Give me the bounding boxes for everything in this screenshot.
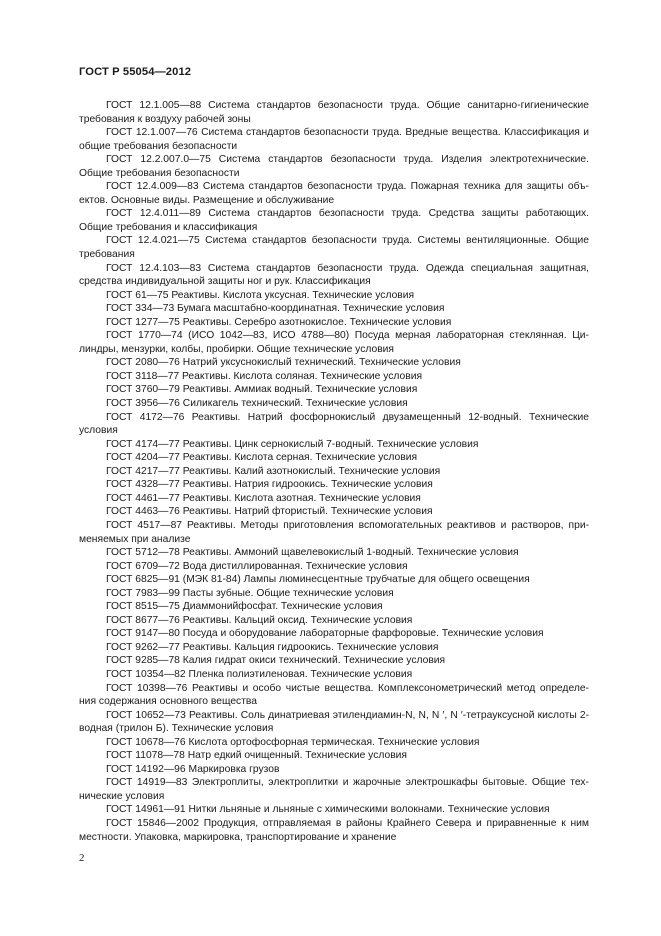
reference-item: ГОСТ 4204—77 Реактивы. Кислота серная. Технические условия	[106, 452, 418, 464]
page-number: 2	[79, 852, 85, 864]
reference-item: ГОСТ 1770—74 (ИСО 1042—83, ИСО 4788—80) Посуда мерная лабораторная стеклянная. Ци-линдры, мензурки, колбы, пробирки. Общие технические условия	[79, 330, 589, 355]
reference-item: ГОСТ 6825—91 (МЭК 81-84) Лампы люминесцентные трубчатые для общего освещения	[106, 574, 530, 586]
reference-item: ГОСТ 14961—91 Нитки льняные и льняные с химическими волокнами. Технические условия	[106, 804, 550, 816]
reference-item: ГОСТ 1277—75 Реактивы. Серебро азотнокислое. Технические условия	[106, 316, 452, 328]
reference-item: ГОСТ 4461—77 Реактивы. Кислота азотная. Технические условия	[106, 492, 421, 504]
reference-item: ГОСТ 12.2.007.0—75 Система стандартов безопасности труда. Изделия электротехнические. Общие требования безопасности	[79, 154, 589, 179]
reference-item: ГОСТ 11078—78 Натр едкий очищенный. Технические условия	[106, 750, 408, 762]
reference-item: ГОСТ 15846—2002 Продукция, отправляемая в районы Крайнего Севера и приравненные к ним местности. Упаковка, маркировка, транспортирование и хранение	[79, 817, 589, 843]
reference-item: ГОСТ 5712—78 Реактивы. Аммоний щавелевокислый 1-водный. Технические условия	[106, 547, 519, 559]
reference-item: ГОСТ 10678—76 Кислота ортофосфорная термическая. Технические условия	[106, 736, 480, 748]
reference-item: ГОСТ 61—75 Реактивы. Кислота уксусная. Технические условия	[106, 289, 415, 301]
reference-item: ГОСТ 4172—76 Реактивы. Натрий фосфорнокислый двузамещенный 12-водный. Технические условия	[79, 411, 589, 437]
reference-item: ГОСТ 334—73 Бумага масштабно-координатная. Технические условия	[106, 303, 445, 315]
reference-item: ГОСТ 12.1.005—88 Система стандартов безопасности труда. Общие санитарно-гигиенические требования к воздуху рабочей зоны	[79, 100, 589, 125]
normative-references-list	[79, 99, 589, 844]
reference-item: ГОСТ 10398—76 Реактивы и особо чистые вещества. Комплексонометрический метод определе-ния содержания основного вещества	[79, 682, 589, 708]
reference-item: ГОСТ 12.4.011—89 Система стандартов безопасности труда. Средства защиты работающих. Общие требования и классификация	[79, 208, 589, 233]
reference-item: ГОСТ 7983—99 Пасты зубные. Общие технические условия	[106, 587, 394, 599]
reference-item: ГОСТ 3956—76 Силикагель технический. Технические условия	[106, 398, 408, 410]
document-header: ГОСТ Р 55054—2012	[79, 66, 192, 78]
reference-item: ГОСТ 9262—77 Реактивы. Кальция гидроокись. Технические условия	[106, 641, 439, 653]
reference-item: ГОСТ 4463—76 Реактивы. Натрий фтористый. Технические условия	[106, 506, 433, 518]
reference-item: ГОСТ 4328—77 Реактивы. Натрия гидроокись. Технические условия	[106, 479, 433, 491]
reference-item: ГОСТ 4517—87 Реактивы. Методы приготовления вспомогательных реактивов и растворов, при-меняемых при анализе	[79, 519, 589, 545]
reference-item: ГОСТ 14192—96 Маркировка грузов	[106, 763, 280, 775]
reference-item: ГОСТ 9285—78 Калия гидрат окиси технический. Технические условия	[106, 655, 446, 667]
reference-item: ГОСТ 10354—82 Пленка полиэтиленовая. Технические условия	[106, 668, 413, 680]
reference-item: ГОСТ 12.4.103—83 Система стандартов безопасности труда. Одежда специальная защитная, средства индивидуальной защиты ног и рук. Классификация	[79, 262, 589, 288]
reference-item: ГОСТ 8515—75 Диаммонийфосфат. Технические условия	[106, 601, 383, 613]
reference-item: ГОСТ 8677—76 Реактивы. Кальций оксид. Технические условия	[106, 614, 413, 626]
reference-item: ГОСТ 4217—77 Реактивы. Калий азотнокислый. Технические условия	[106, 465, 441, 477]
reference-item: ГОСТ 9147—80 Посуда и оборудование лабораторные фарфоровые. Технические условия	[106, 628, 544, 640]
reference-item: ГОСТ 12.4.009—83 Система стандартов безопасности труда. Пожарная техника для защиты объ-ектов. Основные виды. Размещение и обслуживание	[79, 181, 589, 206]
reference-item: ГОСТ 4174—77 Реактивы. Цинк сернокислый 7-водный. Технические условия	[106, 438, 479, 450]
reference-item: ГОСТ 2080—76 Натрий уксуснокислый технический. Технические условия	[106, 357, 461, 369]
reference-item: ГОСТ 6709—72 Вода дистиллированная. Технические условия	[106, 560, 408, 572]
reference-item: ГОСТ 3118—77 Реактивы. Кислота соляная. Технические условия	[106, 370, 423, 382]
reference-item: ГОСТ 10652—73 Реактивы. Соль динатриевая этилендиамин-N, N, N ′, N ′-тетрауксусной кислоты 2-водная (трилон Б). Технические условия	[79, 709, 589, 735]
reference-item: ГОСТ 12.1.007—76 Система стандартов безопасности труда. Вредные вещества. Классификация и общие требования безопасности	[79, 127, 589, 152]
reference-item: ГОСТ 12.4.021—75 Система стандартов безопасности труда. Системы вентиляционные. Общие требования	[79, 235, 589, 261]
reference-item: ГОСТ 14919—83 Электроплиты, электроплитки и жарочные электрошкафы бытовые. Общие тех-нические условия	[79, 777, 589, 802]
reference-item: ГОСТ 3760—79 Реактивы. Аммиак водный. Технические условия	[106, 384, 418, 396]
